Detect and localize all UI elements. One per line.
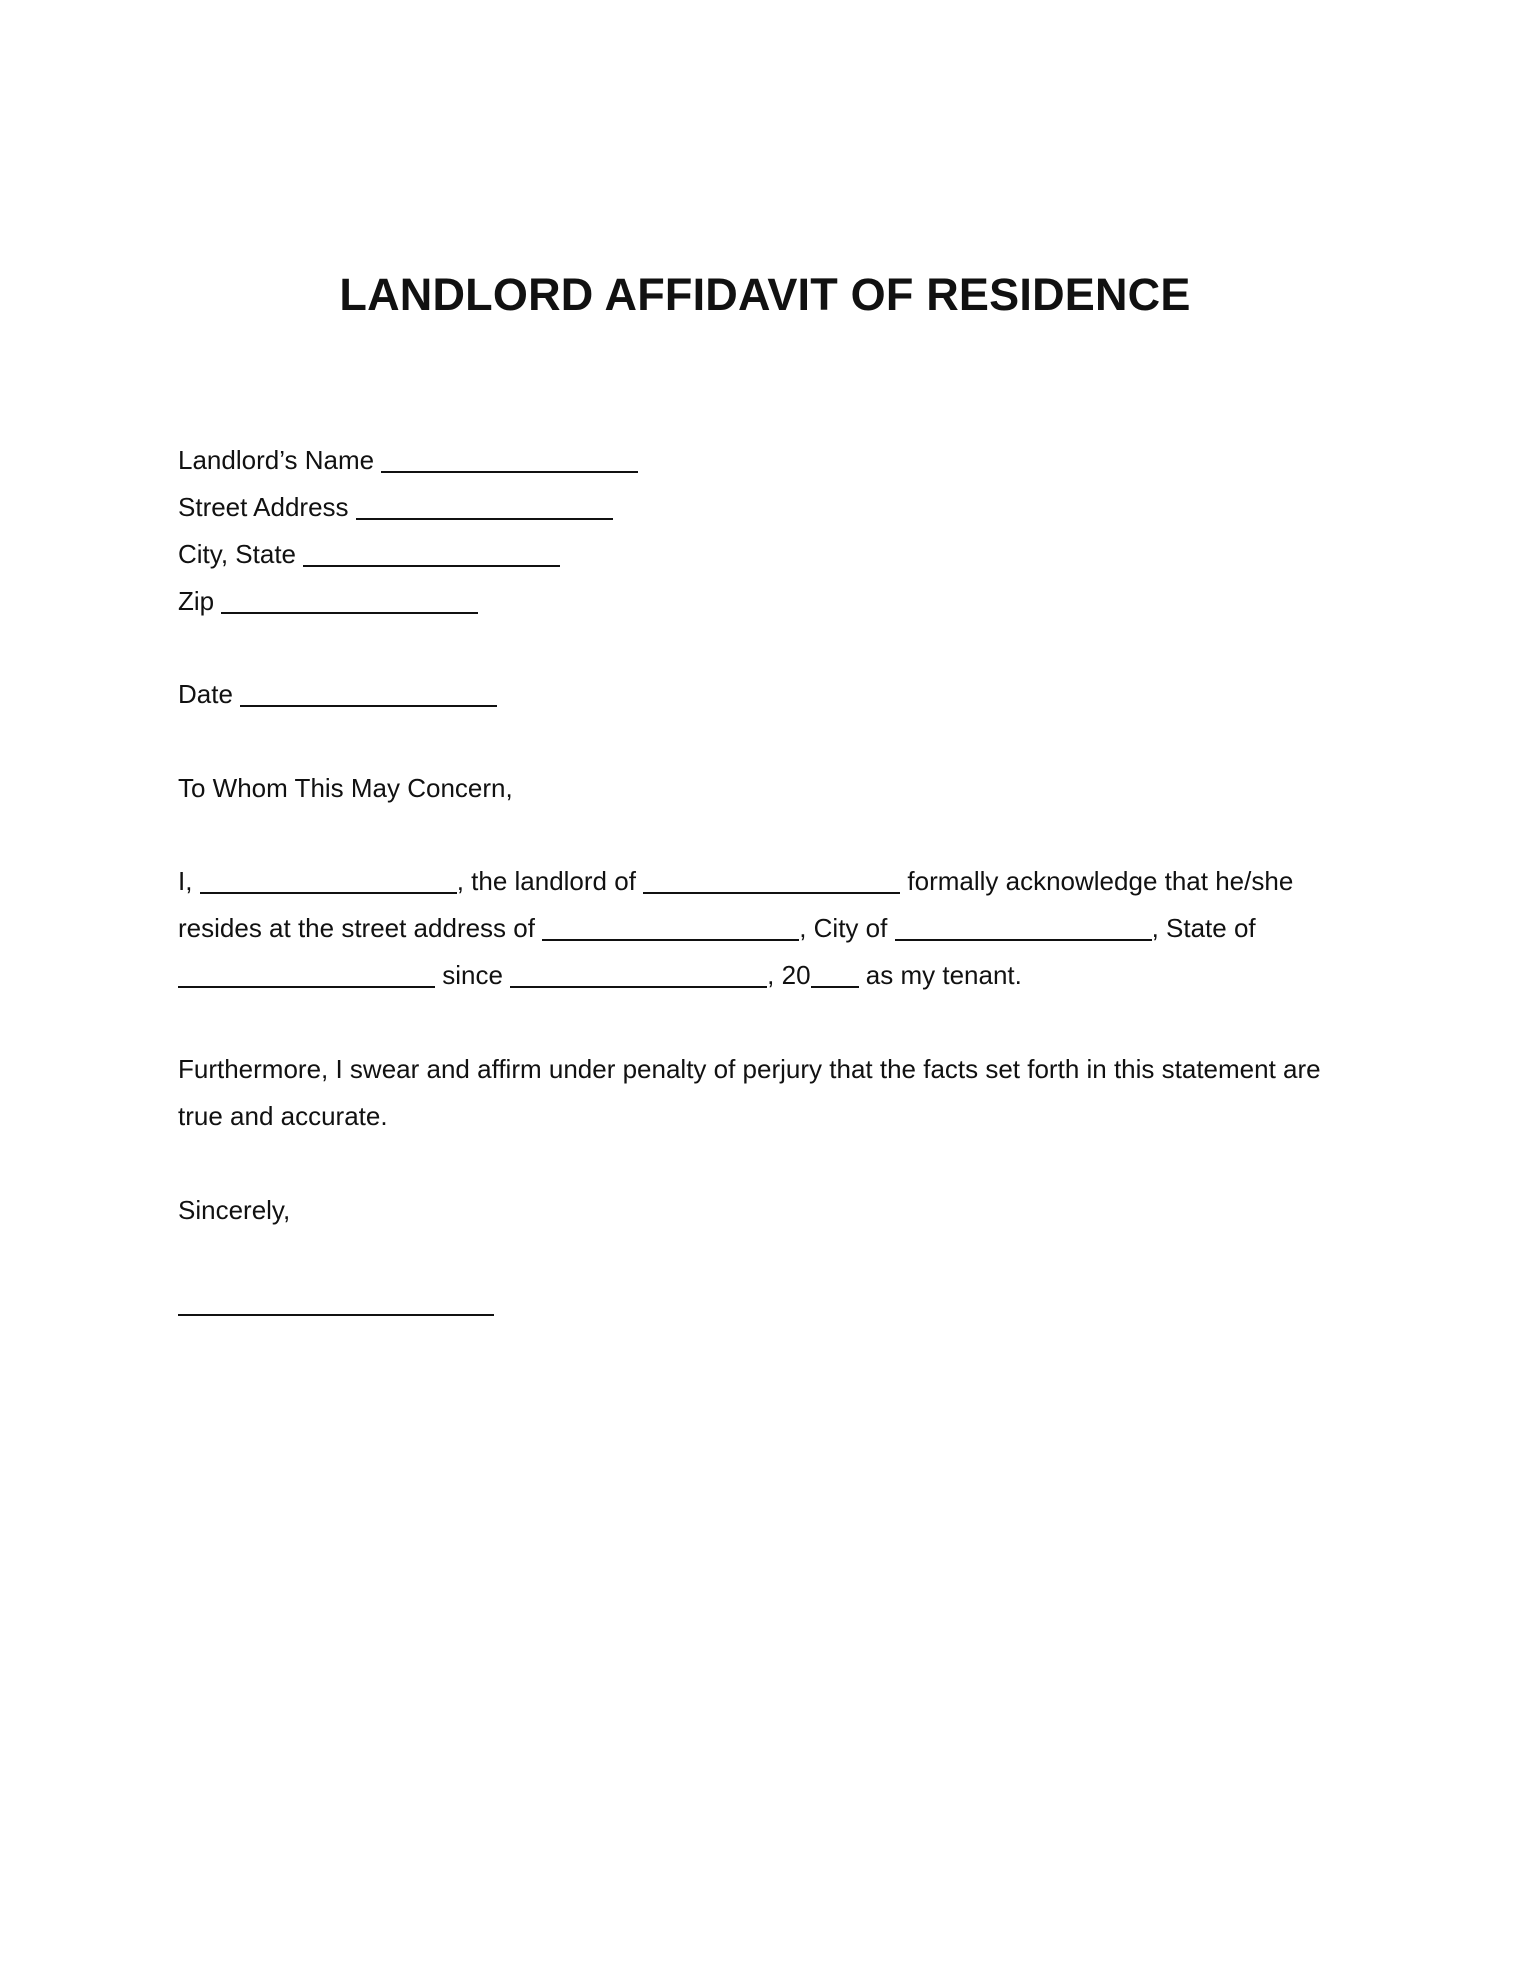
text-segment: , City of: [799, 913, 888, 943]
text-segment: , the landlord of: [456, 866, 636, 896]
zip-blank[interactable]: [221, 611, 478, 614]
signature-line[interactable]: [178, 1314, 494, 1316]
city-state-blank[interactable]: [303, 564, 560, 567]
street-address-blank[interactable]: [356, 517, 613, 520]
paragraph-line-1: [178, 858, 1358, 905]
text-segment: , State of: [1151, 913, 1256, 943]
date-label: Date: [178, 679, 233, 709]
landlord-name-row: [178, 437, 1358, 484]
street-address-label: Street Address: [178, 492, 349, 522]
text-segment: since: [442, 960, 503, 990]
zip-row: [178, 578, 1358, 625]
date-row: [178, 671, 1358, 718]
landlord-info-block: [178, 437, 1358, 625]
closing: Sincerely,: [178, 1195, 291, 1225]
document-title: LANDLORD AFFIDAVIT OF RESIDENCE: [339, 269, 1191, 320]
tenant-city-blank[interactable]: [895, 938, 1152, 941]
date-block: [178, 671, 1358, 718]
city-state-row: [178, 531, 1358, 578]
year-blank[interactable]: [811, 985, 859, 988]
property-blank[interactable]: [643, 891, 900, 894]
city-state-label: City, State: [178, 539, 297, 569]
paragraph-line-2: [178, 905, 1358, 952]
street-address-row: [178, 484, 1358, 531]
greeting: To Whom This May Concern,: [178, 773, 513, 803]
landlord-name-label: Landlord’s Name: [178, 445, 375, 475]
landlord-name-inline-blank[interactable]: [200, 891, 457, 894]
text-segment: , 20: [767, 960, 811, 990]
text-segment: formally acknowledge that he/she: [907, 866, 1294, 896]
zip-label: Zip: [178, 586, 215, 616]
date-blank[interactable]: [240, 704, 497, 707]
landlord-name-blank[interactable]: [381, 470, 638, 473]
tenant-state-blank[interactable]: [178, 985, 435, 988]
tenant-street-address-blank[interactable]: [542, 938, 799, 941]
since-date-blank[interactable]: [510, 985, 767, 988]
acknowledgement-paragraph: [178, 858, 1358, 999]
paragraph-line-3: [178, 952, 1358, 999]
text-segment: as my tenant.: [865, 960, 1022, 990]
perjury-statement: Furthermore, I swear and affirm under penalty of perjury that the facts set forth in this statement are true and accurate.: [178, 1054, 1321, 1131]
text-segment: I,: [178, 866, 193, 896]
text-segment: resides at the street address of: [178, 913, 535, 943]
